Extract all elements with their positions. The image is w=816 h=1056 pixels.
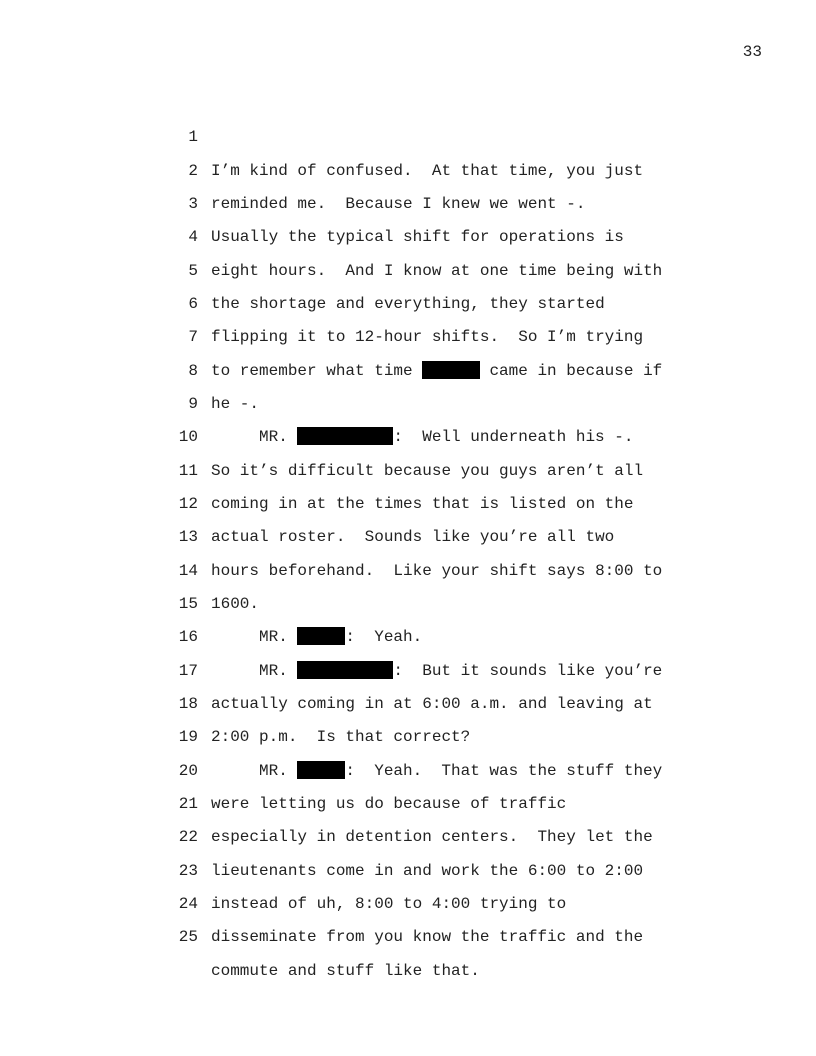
speaker-label: MR. — [259, 761, 298, 780]
line-text-segment: he -. — [211, 394, 260, 413]
line-text-segment: hours beforehand. Like your shift says 8:00 to — [211, 561, 663, 580]
line-text-segment: commute and stuff like that. — [211, 961, 480, 980]
line-text-segment: : Yeah. — [345, 628, 423, 647]
line-number: 25 — [178, 928, 198, 947]
line-number: 1 — [188, 128, 198, 147]
line-text — [211, 955, 480, 988]
line-text-segment: flipping it to 12-hour shifts. So I’m trying — [211, 328, 644, 347]
line-text-segment: eight hours. And I know at one time being with — [211, 261, 663, 280]
line-text-segment: 2:00 p.m. Is that correct? — [211, 728, 471, 747]
line-number: 21 — [178, 794, 198, 813]
line-text-segment: Usually the typical shift for operations is — [211, 228, 624, 247]
line-text-segment: lieutenants come in and work the 6:00 to 2:00 — [211, 861, 644, 880]
line-text-segment: especially in detention centers. They let the — [211, 828, 653, 847]
line-number: 3 — [188, 194, 198, 213]
line-number: 5 — [188, 261, 198, 280]
speaker-label: MR. — [259, 628, 298, 647]
line-text-segment: I’m kind of confused. At that time, you just — [211, 161, 644, 180]
line-text-segment: coming in at the times that is listed on the — [211, 494, 634, 513]
line-number: 9 — [188, 394, 198, 413]
transcript-line — [0, 88, 816, 180]
line-text-segment: 1600. — [211, 594, 260, 613]
line-number: 13 — [178, 528, 198, 547]
speaker-label: MR. — [259, 661, 298, 680]
line-text-segment: disseminate from you know the traffic and the — [211, 928, 644, 947]
line-number: 16 — [178, 628, 198, 647]
line-number: 11 — [178, 461, 198, 480]
line-text-segment: : Well underneath his -. — [393, 428, 634, 447]
line-number: 12 — [178, 494, 198, 513]
speaker-label: MR. — [259, 428, 298, 447]
line-text-segment: : Yeah. That was the stuff they — [345, 761, 663, 780]
line-number: 17 — [178, 661, 198, 680]
line-text-segment: to remember what time — [211, 361, 423, 380]
line-number: 15 — [178, 594, 198, 613]
line-text-segment: the shortage and everything, they started — [211, 294, 605, 313]
line-number: 24 — [178, 894, 198, 913]
line-text-segment: : But it sounds like you’re — [393, 661, 663, 680]
line-number: 14 — [178, 561, 198, 580]
line-text-segment: instead of uh, 8:00 to 4:00 trying to — [211, 894, 567, 913]
line-number: 8 — [188, 361, 198, 380]
transcript-body — [0, 88, 816, 980]
line-number: 18 — [178, 694, 198, 713]
line-number: 10 — [178, 428, 198, 447]
line-number: 7 — [188, 328, 198, 347]
line-number: 2 — [188, 161, 198, 180]
line-number: 20 — [178, 761, 198, 780]
line-text-segment: came in because if — [479, 361, 663, 380]
line-text-segment: So it’s difficult because you guys aren’t all — [211, 461, 644, 480]
line-number: 23 — [178, 861, 198, 880]
line-text-segment: actually coming in at 6:00 a.m. and leaving at — [211, 694, 653, 713]
line-text-segment: reminded me. Because I knew we went -. — [211, 194, 586, 213]
page-number: 33 — [742, 43, 762, 61]
line-number: 19 — [178, 728, 198, 747]
line-text-segment: actual roster. Sounds like you’re all two — [211, 528, 615, 547]
line-number: 22 — [178, 828, 198, 847]
line-number: 4 — [188, 228, 198, 247]
line-text-segment: were letting us do because of traffic — [211, 794, 567, 813]
line-number: 6 — [188, 294, 198, 313]
line-text — [211, 921, 643, 954]
